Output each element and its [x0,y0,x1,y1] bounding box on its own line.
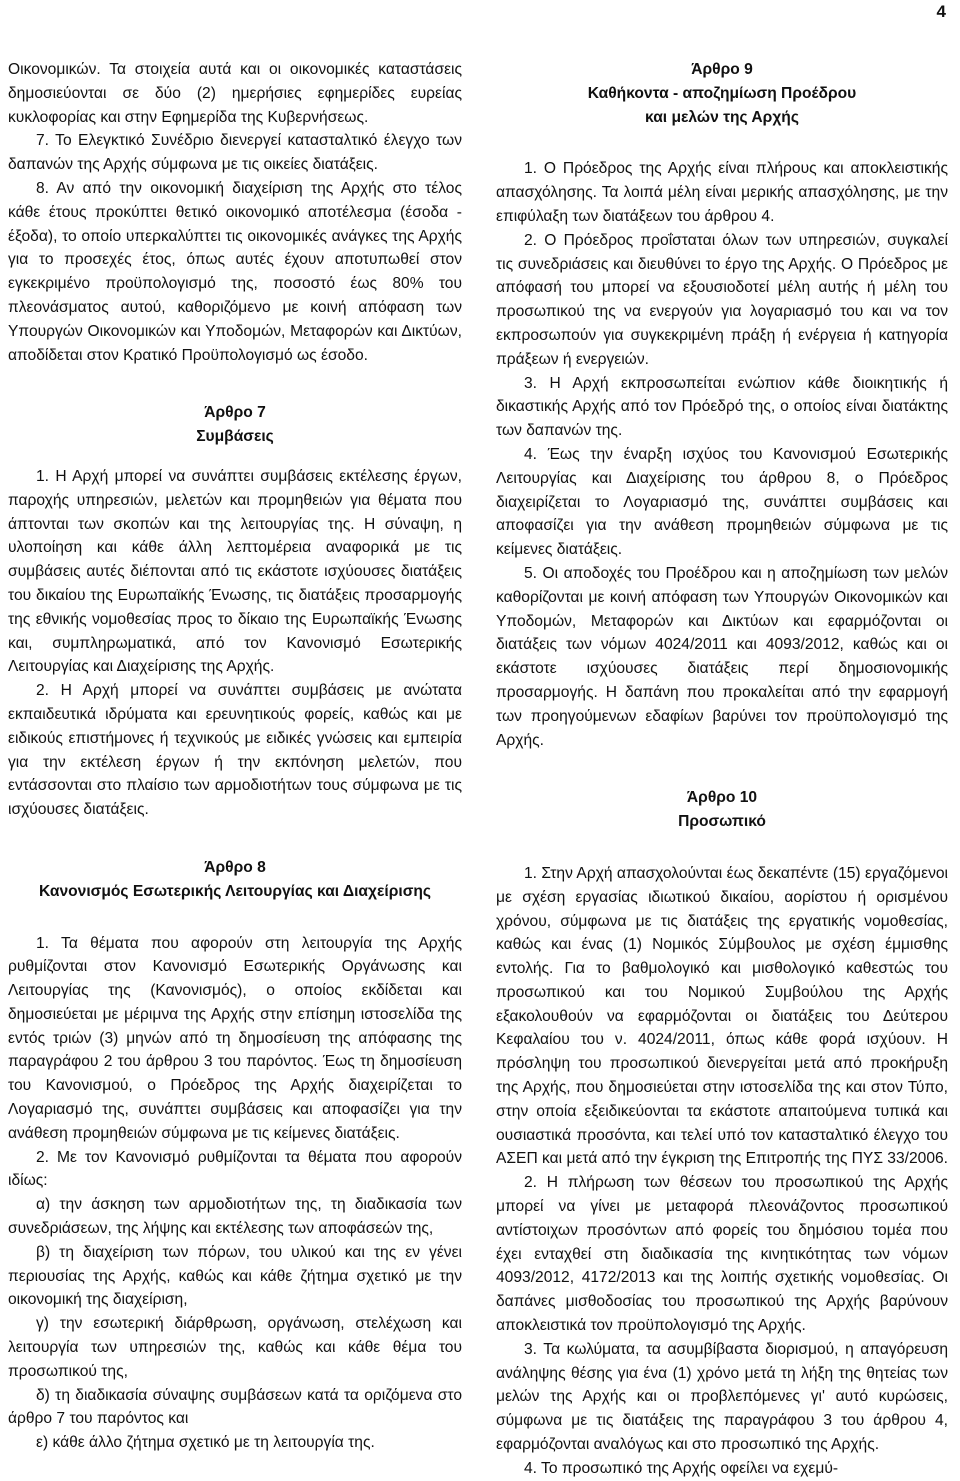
article-8-list-item-b: β) τη διαχείριση των πόρων, του υλικού και της εν γένει περιουσίας της Αρχής, καθώς και κάθε ζήτημα σχετικό με την οικονομική της διαχείριση, [8,1243,462,1309]
right-column [496,58,948,1481]
article-7-paragraph-1: 1. Η Αρχή μπορεί να συνάπτει συμβάσεις εκτέλεσης έργων, παροχής υπηρεσιών, μελετών και προμηθειών για θέματα που άπτονται των σκοπών και της λειτουργίας της. Η σύναψη, η υλοποίηση και κάθε άλλη λεπτομέρεια αναφορικά με τις συμβάσεις αυτές διέπονται από τις εκάστοτε ισχύουσες διατάξεις του δικαίου της Ευρωπαϊκής Ένωσης, τις διατάξεις προσαρμογής της εθνικής νομοθεσίας προς το δίκαιο της Ευρωπαϊκής Ένωσης και, συμπληρωματικά, από τον Κανονισμό Εσωτερικής Λειτουργίας και Διαχείρισης της Αρχής. [8,467,462,676]
article-9-subtitle-line-2: και μελών της Αρχής [645,108,799,126]
article-9-paragraph-4: 4. Έως την έναρξη ισχύος του Κανονισμού Εσωτερικής Λειτουργίας και Διαχείρισης του άρθρου 8, ο Πρόεδρος διαχειρίζεται το Λογαριασμό της, συνάπτει συμβάσεις και αποφασίζει για την ανάθεση προμηθειών σύμφωνα με τις κείμενες διατάξεις. [496,445,948,559]
article-10-title: Άρθρο 10 [686,789,758,807]
article-10-paragraph-2: 2. Η πλήρωση των θέσεων του προσωπικού της Αρχής μπορεί να γίνει με μεταφορά πλεονάζοντος προσωπικού αντίστοιχων προσόντων από φορείς του δημόσιου τομέα που έχει ενταχθεί στη διαδικασία της κινητικότητας των νόμων 4093/2012, 4172/2013 και της λοιπής σχετικής νομοθεσίας. Οι δαπάνες μισθοδοσίας του προσωπικού της Αρχής βαρύνουν αποκλειστικά τον προϋπολογισμό της Αρχής. [496,1174,948,1335]
article-8-title: Άρθρο 8 [204,858,266,876]
article-10-paragraph-1: 1. Στην Αρχή απασχολούνται έως δεκαπέντε (15) εργαζόμενοι με σχέση εργασίας ιδιωτικού δικαίου, αορίστου ή ορισμένου χρόνου, σύμφωνα με τις διατάξεις της εργατικής νομοθεσίας, καθώς και ένας (1) Νομικός Σύμβουλος με σχέση έμμισθης εντολής. Για το βαθμολογικό και μισθολογικό καθεστώς του προσωπικού και του Νομικού Συμβούλου της Αρχής εξακολουθούν να εφαρμόζονται οι διατάξεις του Δεύτερου Κεφαλαίου του ν. 4024/2011, όπως κάθε φορά ισχύουν. Η πρόσληψη του προσωπικού διενεργείται μετά από προκήρυξη της Αρχής, που δημοσιεύεται στην ιστοσελίδα της και στον Τύπο, στην οποία εξειδικεύονται τα εκάστοτε απαιτούμενα τυπικά και ουσιαστικά προσόντα, και τελεί υπό τον κατασταλτικό έλεγχο του ΑΣΕΠ και μετά από την έγκριση της Επιτροπής της ΠΥΣ 33/2006. [496,864,949,1168]
article-8-list-item-a: α) την άσκηση των αρμοδιοτήτων της, τη διαδικασία των συνεδριάσεων, της λήψης και εκτέλεσης των αποφάσεών της, [8,1196,462,1238]
article-9-heading [496,58,948,129]
article-8-paragraph-1: 1. Τα θέματα που αφορούν στη λειτουργία της Αρχής ρυθμίζονται στον Κανονισμό Εσωτερικής Οργάνωσης και Λειτουργίας της (Κανονισμός), ο οποίος εκδίδεται και δημοσιεύεται με μέριμνα της Αρχής στην επίσημη ιστοσελίδα της εντός τριών (3) μηνών από τη δημοσίευση της απόφασης της παραγράφου 2 του άρθρου 3 του παρόντος. Έως τη δημοσίευση του Κανονισμού, ο Πρόεδρος της Αρχής διαχειρίζεται το Λογαριασμό της, συνάπτει συμβάσεις και αποφασίζει για την ανάθεση προμηθειών σύμφωνα με τις κείμενες διατάξεις. [8,934,462,1142]
paragraph-continuation: Οικονομικών. Τα στοιχεία αυτά και οι οικονομικές καταστάσεις δημοσιεύονται σε δύο (2) ημερήσιες εφημερίδες ευρείας κυκλοφορίας και στην Εφημερίδα της Κυβερνήσεως. [8,61,462,126]
article-7-heading [8,401,462,449]
article-10-paragraph-3: 3. Τα κωλύματα, τα ασυμβίβαστα διορισμού, η απαγόρευση ανάληψης θέσης για ένα (1) χρόνο μετά τη λήξη της θητείας των μελών της Αρχής και οι προβλεπόμενες γι' αυτό κυρώσεις, σύμφωνα με τις διατάξεις της παραγράφου 3 του άρθρου 4, εφαρμόζονται αναλόγως και στο προσωπικό της Αρχής. [496,1340,948,1454]
article-8-list-item-e: ε) κάθε άλλο ζήτημα σχετικό με τη λειτουργία της. [36,1434,375,1452]
article-7-subtitle: Συμβάσεις [196,428,274,446]
article-10-heading [496,786,948,834]
article-8-heading [8,856,462,904]
page-number: 4 [936,2,946,21]
article-7-title: Άρθρο 7 [204,404,266,422]
article-8-paragraph-2: 2. Με τον Κανονισμό ρυθμίζονται τα θέματα που αφορούν ιδίως: [8,1148,462,1190]
article-9-subtitle-line-1: Καθήκοντα - αποζημίωση Προέδρου [587,84,857,102]
paragraph-8: 8. Αν από την οικονομική διαχείριση της Αρχής στο τέλος κάθε έτους προκύπτει θετικό οικονομικό αποτέλεσμα (έσοδα - έξοδα), το οποίο υπερκαλύπτει τις οικονομικές ανάγκες της Αρχής για το προσεχές έτος, όπως αυτές έχουν αποτυπωθεί στον εγκεκριμένο προϋπολογισμό της, ποσοστό έως 80% του πλεονάσματος αυτού, καθοριζόμενο με κοινή απόφαση των Υπουργών Οικονομικών και Υποδομών, Μεταφορών και Δικτύων, αποδίδεται στον Κρατικό Προϋπολογισμό ως έσοδο. [8,179,462,364]
article-10-paragraph-4: 4. Το προσωπικό της Αρχής οφείλει να εχεμύ- [524,1459,839,1477]
article-9-paragraph-5: 5. Οι αποδοχές του Προέδρου και η αποζημίωση των μελών καθορίζονται με κοινή απόφαση των Υπουργών Οικονομικών και Υποδομών, Μεταφορών και Δικτύων και εφαρμόζονται οι διατάξεις των νόμων 4024/2011 και 4093/2012, καθώς και οι εκάστοτε ισχύουσες διατάξεις περί δημοσιονομικής προσαρμογής. Η δαπάνη που προκαλείται από την εφαρμογή των προηγούμενων εδαφίων βαρύνει τον προϋπολογισμό της Αρχής. [496,564,948,749]
paragraph-7: 7. Το Ελεγκτικό Συνέδριο διενεργεί κατασταλτικό έλεγχο των δαπανών της Αρχής σύμφωνα με τις οικείες διατάξεις. [8,132,462,174]
article-8-list-item-c: γ) την εσωτερική διάρθρωση, οργάνωση, στελέχωση και λειτουργία των υπηρεσιών της, καθώς και κάθε θέμα του προσωπικού της, [8,1315,462,1380]
article-9-paragraph-2: 2. Ο Πρόεδρος προΐσταται όλων των υπηρεσιών, συγκαλεί τις συνεδριάσεις και διευθύνει το έργο της Αρχής. Ο Πρόεδρος με απόφασή του μπορεί να εξουσιοδοτεί μέλη αυτής ή μέλη του προσωπικού της να ενεργούν για λογαριασμό του και να τον εκπροσωπούν για συγκεκριμένη πράξη ή ενέργεια ή κατηγορία πράξεων ή ενεργειών. [496,231,948,368]
article-9-paragraph-1: 1. Ο Πρόεδρος της Αρχής είναι πλήρους και αποκλειστικής απασχόλησης. Τα λοιπά μέλη είναι μερικής απασχόλησης, με την επιφύλαξη των διατάξεων του άρθρου 4. [496,160,948,225]
article-9-paragraph-3: 3. Η Αρχή εκπροσωπείται ενώπιον κάθε διοικητικής ή δικαστικής Αρχής από τον Πρόεδρό της, ο οποίος είναι διατάκτης των δαπανών της. [496,374,948,440]
article-10-subtitle: Προσωπικό [678,813,766,831]
left-column [8,58,462,1455]
article-7-paragraph-2: 2. Η Αρχή μπορεί να συνάπτει συμβάσεις με ανώτατα εκπαιδευτικά ιδρύματα και ερευνητικούς φορείς, καθώς και με ειδικούς επιστήμονες ή τεχνικούς με ειδικές γνώσεις και εμπειρία για την εκτέλεση έργων ή την εκπόνηση μελετών, που εντάσσονται στο πλαίσιο των αρμοδιοτήτων τους σύμφωνα με τις ισχύουσες διατάξεις. [8,682,462,819]
article-8-subtitle: Κανονισμός Εσωτερικής Λειτουργίας και Διαχείρισης [38,882,431,900]
article-8-list-item-d: δ) τη διαδικασία σύναψης συμβάσεων κατά τα οριζόμενα στο άρθρο 7 του παρόντος και [8,1386,462,1428]
article-9-title: Άρθρο 9 [691,61,753,78]
